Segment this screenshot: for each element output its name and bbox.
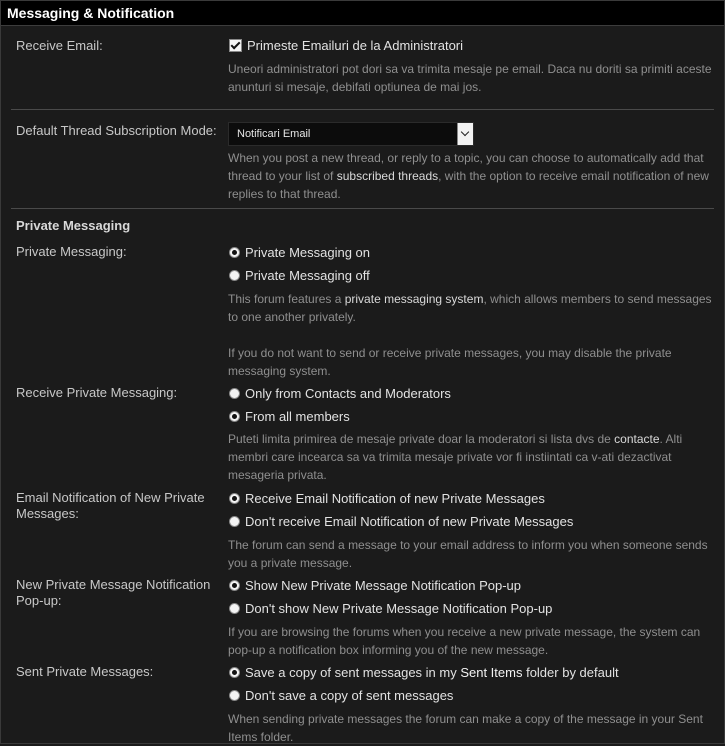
private-messaging-section-title: Private Messaging [16,218,131,233]
pm-off-radio[interactable] [229,270,240,281]
pm-on-label[interactable]: Private Messaging on [245,244,371,260]
popup-notification-description: If you are browsing the forums when you receive a new private message, the system can pop-up a notification box informing you of the new message. [228,625,701,657]
receive-email-checkbox[interactable] [229,39,242,52]
sent-save-radio[interactable] [229,667,240,678]
subscription-mode-select[interactable] [228,122,474,146]
option-text: Save a copy of sent messages in my [245,664,461,680]
email-notify-off-radio[interactable] [229,516,240,527]
desc-text: Puteti limita primirea de mesaje private doar la moderatori si lista dvs de [228,432,615,446]
private-messaging-description-2: If you do not want to send or receive private messages, you may disable the private messaging system. [228,346,672,378]
desc-text: , which allows members to send messages to one another privately. [228,292,712,324]
sent-nosave-radio-row[interactable] [229,686,453,704]
popup-show-label[interactable]: Show New Private Message Notification Pop-up [245,577,522,593]
email-notify-on-radio-row[interactable] [229,489,545,507]
pm-on-radio[interactable] [229,247,240,258]
popup-show-radio-row[interactable] [229,576,521,594]
option-text: folder by default [522,664,619,680]
sent-save-label[interactable] [245,665,619,680]
private-messaging-system-link[interactable]: private messaging system [344,292,484,306]
email-notify-on-label[interactable]: Receive Email Notification of new Private Messages [245,490,545,506]
desc-text: . Alti membri care incearca sa va trimita mesaje private vor fi instiintati ca v-ati dezactivat mesageria privata. [228,432,683,482]
subscribed-threads-link[interactable]: subscribed threads [336,169,439,183]
subscription-mode-description [228,149,723,203]
receive-pm-contacts-label[interactable]: Only from Contacts and Moderators [245,385,451,401]
desc-text: When you post a new thread, or reply to a topic, you can choose to automatically add that thread to your list of [228,151,704,183]
popup-notification-label: New Private Message Notification Pop-up: [16,577,211,608]
receive-pm-all-radio-row[interactable] [229,407,350,425]
subscription-mode-label: Default Thread Subscription Mode: [16,123,217,138]
sent-nosave-label[interactable]: Don't save a copy of sent messages [245,687,454,703]
receive-pm-contacts-radio-row[interactable] [229,384,451,402]
chevron-down-icon[interactable] [457,123,473,145]
popup-hide-label[interactable]: Don't show New Private Message Notification Pop-up [245,600,553,616]
receive-pm-description [228,430,723,484]
popup-hide-radio[interactable] [229,603,240,614]
private-messaging-description [228,290,723,326]
email-notify-off-radio-row[interactable] [229,512,573,530]
divider [11,208,714,209]
divider [11,109,714,110]
sent-pm-description: When sending private messages the forum can make a copy of the message in your Sent Items folder. [228,712,703,744]
receive-email-checkbox-row[interactable] [229,36,463,54]
receive-pm-all-label[interactable]: From all members [245,408,350,424]
section-header: Messaging & Notification [1,1,724,26]
desc-text: This forum features a [228,292,345,306]
popup-hide-radio-row[interactable] [229,599,552,617]
receive-pm-contacts-radio[interactable] [229,388,240,399]
contacte-link[interactable]: contacte [614,432,660,446]
subscription-mode-selected: Notificari Email [237,128,311,140]
sent-nosave-radio[interactable] [229,690,240,701]
pm-on-radio-row[interactable] [229,243,370,261]
email-notify-off-label[interactable]: Don't receive Email Notification of new Private Messages [245,513,574,529]
email-notify-on-radio[interactable] [229,493,240,504]
pm-off-radio-row[interactable] [229,266,370,284]
sent-save-radio-row[interactable] [229,663,619,681]
popup-show-radio[interactable] [229,580,240,591]
receive-email-option-label[interactable]: Primeste Emailuri de la Administratori [247,37,464,53]
pm-off-label[interactable]: Private Messaging off [245,267,370,283]
receive-email-description: Uneori administratori pot dori sa va trimita mesaje pe email. Daca nu doriti sa primiti aceste anunturi si mesaje, debifati optiunea de mai jos. [228,62,712,94]
private-messaging-label: Private Messaging: [16,244,127,259]
receive-pm-all-radio[interactable] [229,411,240,422]
email-notification-label: Email Notification of New Private Messages: [16,490,205,521]
receive-pm-label: Receive Private Messaging: [16,385,178,400]
sent-pm-label: Sent Private Messages: [16,664,154,679]
email-notification-description: The forum can send a message to your email address to inform you when someone sends you a private message. [228,538,708,570]
sent-items-text: Sent Items [460,664,523,680]
receive-email-label: Receive Email: [16,38,103,53]
desc-text: , with the option to receive email notification of new replies to that thread. [228,169,709,201]
